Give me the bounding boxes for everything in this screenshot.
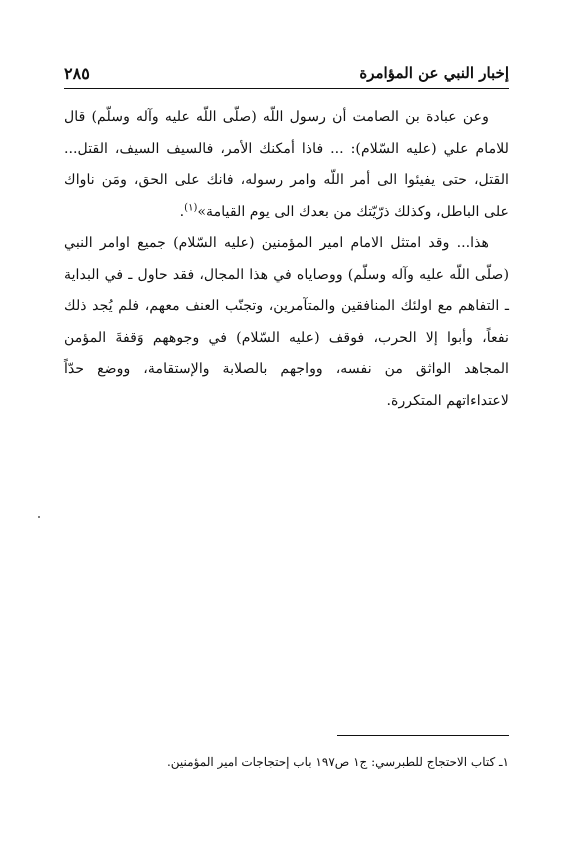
page-header — [64, 62, 509, 89]
page-number: ٢٨٥ — [64, 64, 90, 83]
running-title: إخبار النبي عن المؤامرة — [359, 64, 509, 82]
footnote-divider — [337, 735, 509, 736]
footnote: ١ـ كتاب الاحتجاج للطبرسي: ج١ ص١٩٧ باب إحتجاجات امير المؤمنين. — [166, 755, 509, 769]
paragraph-text: وعن عبادة بن الصامت أن رسول اللّه (صلّى اللّه عليه وآله وسلّم) قال للامام علي (عليه السّلام): ... فاذا أمكنك الأمر، فالسيف السيف، القتل... القتل، حتى يفيئوا الى أمر اللّه وامر رسوله، فانك على الحق، ومَن ناواك على الباطل، وكذلك ذرّيّتك من بعدك الى يوم القيامة» — [64, 109, 509, 220]
main-text — [64, 102, 509, 417]
paragraph: هذا... وقد امتثل الامام امير المؤمنين (عليه السّلام) جميع اوامر النبي (صلّى اللّه عليه وآله وسلّم) ووصاياه في هذا المجال، فقد حاول ـ في البداية ـ التفاهم مع اولئك المنافقين والمتآمرين، وتجنّب العنف معهم، فلم يُجد ذلك نفعاً، وأبوا إلا الحرب، فوقف (عليه السّلام) في وجوههم وَقفةَ المؤمن المجاهد الواثق من نفسه، وواجهم بالصلابة والإستقامة، ووضع حدّاً لاعتداءاتهم المتكررة. — [64, 235, 509, 409]
paragraph-end: . — [179, 203, 185, 220]
paragraph — [64, 102, 509, 228]
margin-speck — [38, 516, 40, 518]
footnote-reference: (١) — [184, 201, 198, 213]
